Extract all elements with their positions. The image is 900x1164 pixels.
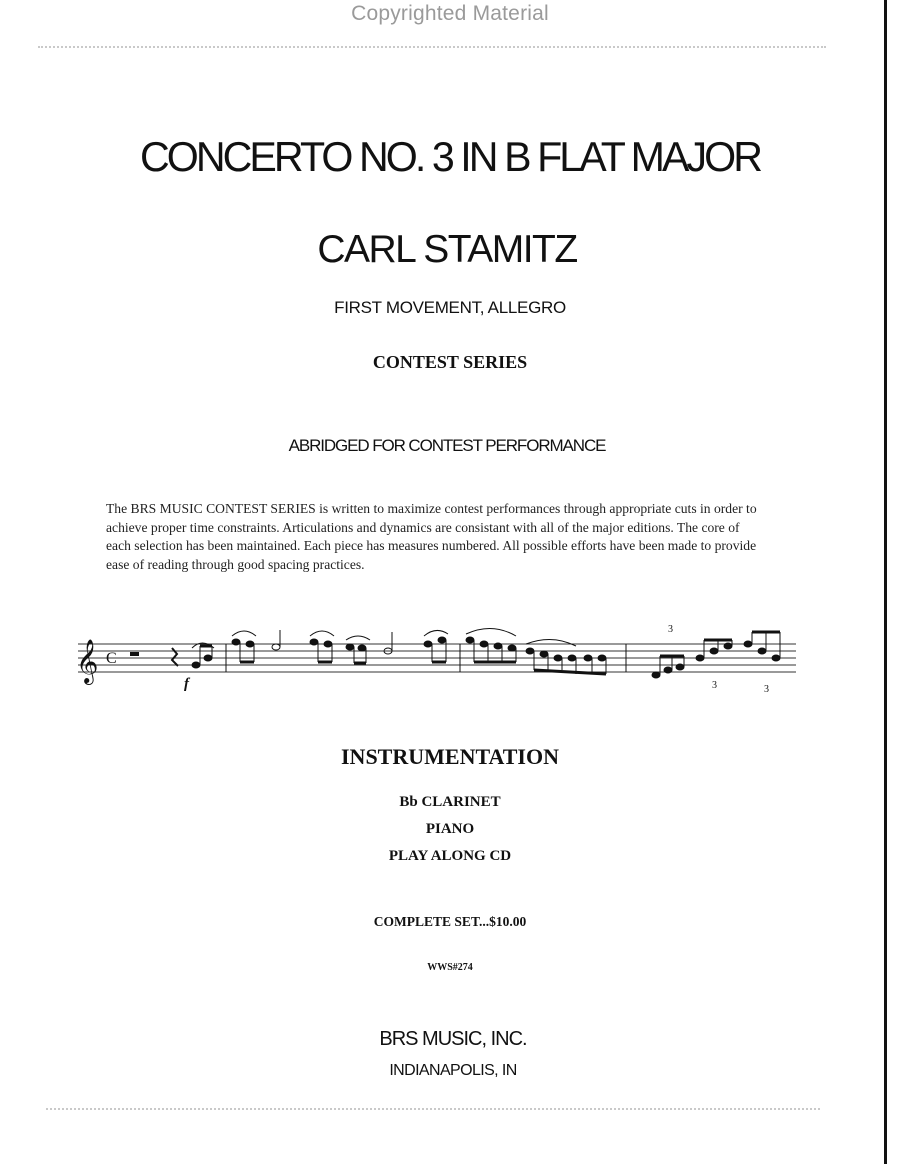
dynamic-marking: f [184, 676, 189, 692]
price-label: COMPLETE SET...$10.00 [373, 914, 527, 929]
music-staff [72, 618, 802, 708]
rest-mark [130, 652, 139, 656]
note-group [424, 630, 448, 662]
watermark-text: Copyrighted Material [351, 2, 549, 25]
note-group [652, 624, 780, 695]
publisher-name: BRS MUSIC, INC. [379, 1028, 527, 1050]
page-title: CONCERTO NO. 3 IN B FLAT MAJOR [139, 133, 761, 180]
note-group [232, 630, 280, 662]
bottom-divider [46, 1108, 820, 1110]
note-group [192, 643, 214, 668]
instrumentation-item: PLAY ALONG CD [388, 848, 512, 864]
time-signature: C [106, 650, 117, 667]
page-edge [884, 0, 887, 1164]
top-divider [38, 46, 826, 48]
series-label: CONTEST SERIES [372, 352, 528, 372]
triplet-marking: 3 [668, 624, 673, 635]
treble-clef-icon: 𝄞 [76, 639, 99, 683]
music-excerpt [72, 618, 802, 708]
instrumentation-item: Bb CLARINET [399, 794, 501, 810]
abridged-label: ABRIDGED FOR CONTEST PERFORMANCE [288, 436, 606, 455]
movement-label: FIRST MOVEMENT, ALLEGRO [334, 298, 566, 317]
triplet-marking: 3 [712, 680, 717, 691]
staff-lines [78, 644, 796, 672]
composer-name: CARL STAMITZ [317, 228, 577, 271]
instrumentation-item: PIANO [425, 821, 475, 837]
triplet-marking: 3 [764, 684, 769, 695]
catalog-number: WWS#274 [427, 962, 473, 973]
description-paragraph: The BRS MUSIC CONTEST SERIES is written to maximize contest performances through appropriate cuts in order to achieve proper time constraints. Articulations and dynamics are consistant with all of the major editions. The core of each selection has been maintained. Each piece has measures numbered. All possible efforts have been made to provide ease of reading through good spacing practices. [106, 501, 757, 572]
instrumentation-heading: INSTRUMENTATION [341, 744, 559, 769]
publisher-city: INDIANAPOLIS, IN [389, 1062, 517, 1079]
